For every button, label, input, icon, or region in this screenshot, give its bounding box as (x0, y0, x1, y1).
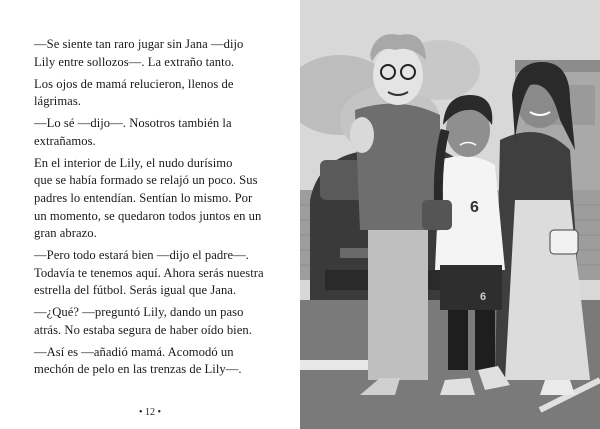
paragraph (34, 344, 280, 379)
text-line: —Así es —añadió mamá. Acomodó un (34, 344, 234, 359)
story-text (34, 36, 280, 383)
paragraph (34, 304, 280, 339)
girl-cleat-left (440, 378, 475, 395)
text-line: En el interior de Lily, el nudo durísimo (34, 155, 233, 170)
jersey-number: 6 (470, 199, 479, 216)
text-line: gran abrazo. (34, 226, 97, 241)
text-line: que se había formado se relajó un poco. Sus (34, 173, 258, 188)
text-line: estrella del fútbol. Serás igual que Jana. (34, 283, 237, 298)
text-line: extrañamos. (34, 133, 96, 148)
text-line: —Pero todo estará bien —dijo el padre—. (34, 248, 249, 263)
girl-sock-left (448, 310, 468, 370)
text-line: mechón de pelo en las trenzas de Lily—. (34, 362, 242, 377)
text-line: —Se siente tan raro jugar sin Jana —dijo (34, 37, 244, 51)
page-number: • 12 • (138, 407, 161, 418)
text-line: —¿Qué? —preguntó Lily, dando un paso (34, 305, 244, 320)
text-line: lágrimas. (34, 94, 81, 109)
text-line: Los ojos de mamá relucieron, llenos de (34, 76, 234, 91)
paragraph (34, 36, 280, 71)
paragraph (34, 76, 280, 111)
shorts-number: 6 (480, 291, 487, 303)
girl-bag (422, 200, 452, 230)
text-line: padres lo entendían. Sentían lo mismo. Por (34, 190, 253, 205)
paragraph (34, 115, 280, 150)
text-line: atrás. No estaba segura de haber oído bien. (34, 322, 252, 337)
mother-purse (550, 230, 578, 254)
text-line: Todavía te tenemos aquí. Ahora serás nuestra (34, 265, 264, 280)
text-line: un momento, se quedaron todos juntos en un (34, 208, 262, 223)
text-line: Lily entre sollozos—. La extraño tanto. (34, 54, 235, 69)
girl-shorts (440, 265, 502, 310)
mother-shoe (540, 380, 575, 395)
illustration-page (300, 0, 600, 429)
father-hand (350, 117, 374, 153)
father-pants (368, 220, 428, 380)
paragraph (34, 155, 280, 243)
family-illustration (300, 0, 600, 429)
girl-sock-right (475, 310, 495, 370)
text-line: —Lo sé —dijo—. Nosotros también la (34, 116, 232, 131)
paragraph (34, 247, 280, 300)
